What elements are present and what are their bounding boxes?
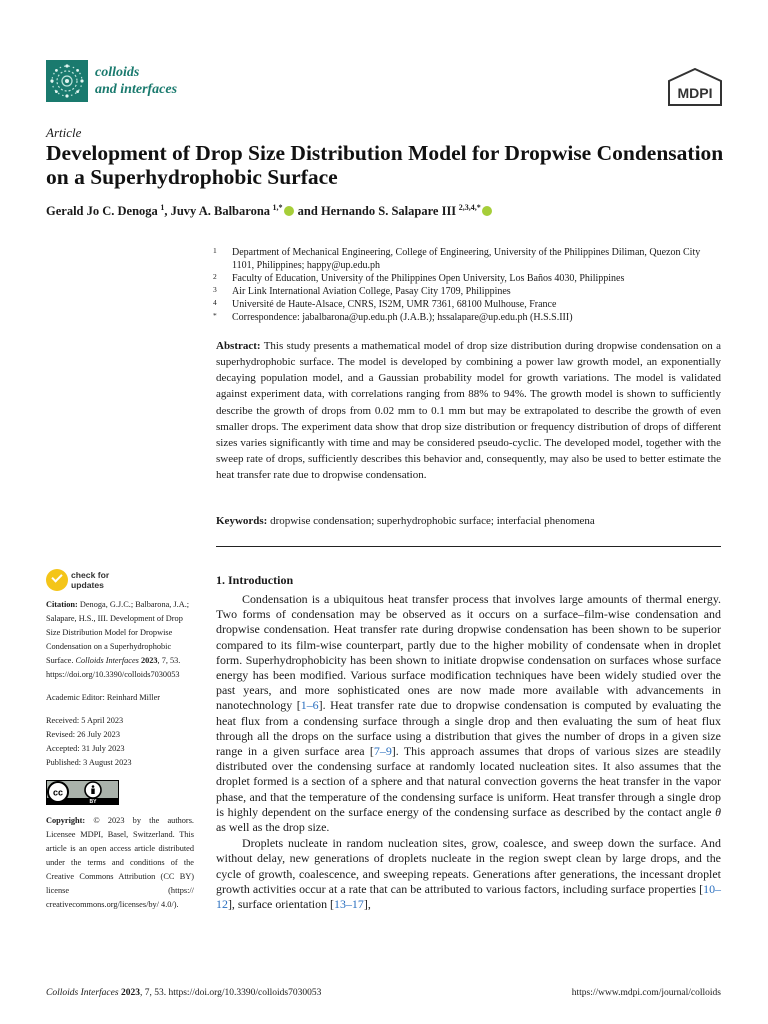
orcid-icon[interactable] <box>284 206 294 216</box>
abstract-label: Abstract: <box>216 340 261 352</box>
author-separator: and <box>294 204 321 219</box>
paragraph: Droplets nucleate in random nucleation sites, grow, coalesce, and sweep down the surface. And without delay, new generations of droplets nucleate in the region swept clean by large drops, and the cycle of growth, coalescence, and sweeping repeats. Generations after generations, the incessant droplet growth activities occur at a rate that can be attributed to various factors, including surface properties [10–12], surface orientation [13–17], <box>216 836 721 912</box>
body-text <box>216 592 721 912</box>
abstract-text: This study presents a mathematical model of drop size distribution during dropwise condensation on a superhydrophobic surface. The model is developed by combining a power law growth model, an exponentially decaying population model, and a Gaussian probability model for growth variations. The model is validated against experiment data, with correlations ranging from 88% to 94%. The growth model is shown to sufficiently describe the growth of drops from 0.02 mm to 0.1 mm but may be extrapolated to describe the growth of even smaller drops. The experiment data show that drop size distribution or frequency distribution of drops of different sizes varies significantly with time and may be considered pseudo-cyclic. The developed model, together with the sweep rate of drops, sufficiently describes this behavior and, consequently, may also be used to better estimate the heat transfer rate due to dropwise condensation. <box>216 340 721 482</box>
date-revised: Revised: 26 July 2023 <box>46 730 120 739</box>
author-affil-mark: 2,3,4,* <box>458 203 481 212</box>
orcid-icon[interactable] <box>482 206 492 216</box>
affiliation-mark: * <box>213 311 217 320</box>
affiliation-item <box>211 298 721 311</box>
affiliation-text: Air Link International Aviation College, Pasay City 1709, Philippines <box>232 286 511 297</box>
check-updates-badge-icon <box>46 569 68 591</box>
affiliation-text: Department of Mechanical Engineering, College of Engineering, University of the Philippines Diliman, Quezon City 1101, Philippines; happy@up.edu.ph <box>232 247 701 271</box>
affiliation-mark: 1 <box>213 246 217 255</box>
check-updates-label: check for updates <box>71 570 110 590</box>
affiliation-mark: 2 <box>213 272 217 281</box>
publisher-name: MDPI <box>677 85 713 101</box>
affiliation-item <box>211 246 721 272</box>
author-name[interactable]: Gerald Jo C. Denoga <box>46 204 158 219</box>
copyright: Copyright: © 2023 by the authors. Licensee MDPI, Basel, Switzerland. This article is an open access article distributed under the terms and conditions of the Creative Commons Attribution (CC BY) license (https:// creativecommons.org/licenses/by/ 4.0/). <box>46 816 194 909</box>
journal-name-line1: colloids <box>95 65 140 80</box>
affiliation-text: Université de Haute-Alsace, CNRS, IS2M, UMR 7361, 68100 Mulhouse, France <box>232 299 557 310</box>
affiliation-item <box>211 272 721 285</box>
paragraph: Condensation is a ubiquitous heat transfer process that involves large amounts of thermal energy. Two forms of condensation may be observed as it occurs on a surface–film-wise condensation and dropwise condensation. Heat transfer rate during dropwise condensation has been shown to be superior compared to its film-wise counterpart, partly due to the higher mobility of condensate when in droplet form. Superhydrophobicity has been shown to initiate dropwise condensation on surfaces whose surface energy has been modified. Various surface modification techniques have been widely studied over the past years, and more sophisticated ones are now made more available with advancements in nanotechnology [1–6]. Heat transfer rate due to dropwise condensation is computed by evaluating the heat flux from a condensing surface through a single drop and then evaluating the sum of heat flux through all the drops on the surface using a distribution that gives the number of drops in a given size range in a given surface area [7–9]. This approach assumes that drops of various sizes are steadily distributed over the condensing surface at randomly located nucleation sites. It also assumes that the droplet formed is a section of a sphere and that natural convection governs the heat transfer in the vapor phase, and that the temperature of the condensing surface is uniform. Heat transfer through a single drop is highly dependent on the surface energy of the condensing surface as described by the contact angle θ as well as the drop size. <box>216 592 721 835</box>
author-list <box>46 203 736 219</box>
footer-doi-link[interactable]: , 7, 53. https://doi.org/10.3390/colloids7030053 <box>139 988 322 998</box>
author-name[interactable]: Hernando S. Salapare III <box>320 204 457 219</box>
journal-name-line2: and interfaces <box>95 82 178 97</box>
colloids-journal-logo-icon <box>46 60 88 102</box>
reference-link[interactable]: 7–9 <box>373 744 392 759</box>
keywords-text: dropwise condensation; superhydrophobic surface; interfacial phenomena <box>267 515 595 527</box>
affiliation-item <box>211 311 721 324</box>
affiliation-list <box>211 246 721 324</box>
theta-symbol: θ <box>715 804 721 819</box>
svg-text:BY: BY <box>89 799 97 805</box>
correspondence-text: Correspondence: jabalbarona@up.edu.ph (J.A.B.); hssalapare@up.edu.ph (H.S.S.III) <box>232 312 573 323</box>
mdpi-logo-icon[interactable] <box>667 68 723 106</box>
academic-editor: Academic Editor: Reinhard Miller <box>46 693 161 702</box>
date-accepted: Accepted: 31 July 2023 <box>46 744 125 753</box>
author-separator: , <box>164 204 171 219</box>
section-divider <box>216 546 721 547</box>
journal-name[interactable] <box>95 64 177 98</box>
author-affil-mark: 1 <box>160 203 165 212</box>
author-name[interactable]: Juvy A. Balbarona <box>170 204 271 219</box>
abstract <box>216 338 721 483</box>
affiliation-text: Faculty of Education, University of the Philippines Open University, Los Baños 4030, Philippines <box>232 273 625 284</box>
footer-citation: Colloids Interfaces 2023, 7, 53. https://doi.org/10.3390/colloids7030053 <box>46 988 322 998</box>
cc-by-license-icon[interactable] <box>46 780 119 805</box>
svg-text:cc: cc <box>52 787 64 798</box>
keywords <box>216 513 721 529</box>
affiliation-mark: 3 <box>213 285 217 294</box>
date-published: Published: 3 August 2023 <box>46 758 132 767</box>
article-type: Article <box>46 125 82 140</box>
citation: Citation: Denoga, G.J.C.; Balbarona, J.A.; Salapare, H.S., III. Development of Drop Size Distribution Model for Dropwise Condensation on a Superhydrophobic Surface. Colloids Interfaces 2023, 7, 53. https://doi.org/10.3390/colloids7030053 <box>46 600 190 679</box>
keywords-label: Keywords: <box>216 515 268 527</box>
footer-journal-url[interactable]: https://www.mdpi.com/journal/colloids <box>571 988 721 998</box>
affiliation-mark: 4 <box>213 298 217 307</box>
affiliation-item <box>211 285 721 298</box>
paper-title: Development of Drop Size Distribution Model for Dropwise Condensation on a Superhydrophobic Surface <box>46 141 724 189</box>
date-received: Received: 5 April 2023 <box>46 716 124 725</box>
reference-link[interactable]: 10–12 <box>216 881 721 912</box>
section-heading: 1. Introduction <box>216 573 294 587</box>
reference-link[interactable]: 13–17 <box>334 897 364 912</box>
article-info-sidebar <box>46 598 194 912</box>
check-for-updates-button[interactable] <box>46 569 166 593</box>
citation-doi[interactable]: , 7, 53. https://doi.org/10.3390/colloids7030053 <box>46 656 181 679</box>
reference-link[interactable]: 1–6 <box>300 698 319 713</box>
author-affil-mark: 1,* <box>272 203 283 212</box>
